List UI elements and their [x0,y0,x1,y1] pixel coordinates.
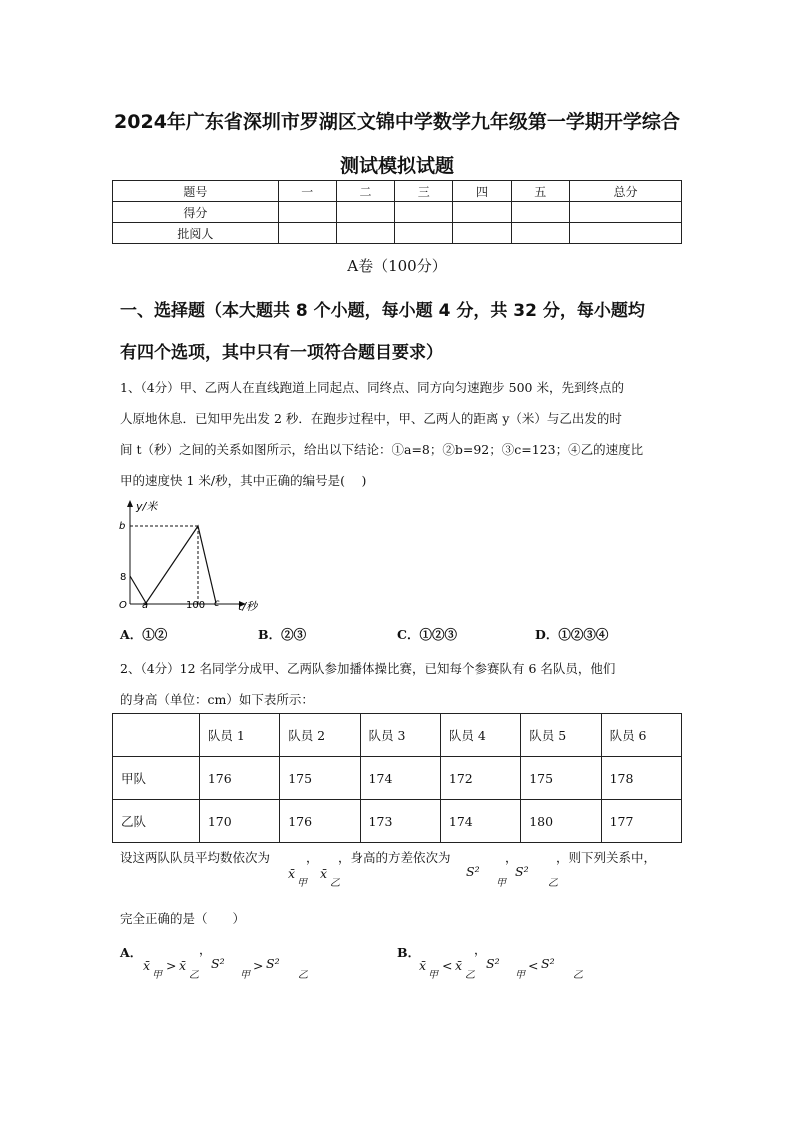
section-heading-line2: 有四个选项，其中只有一项符合题目要求） [120,343,443,363]
team-label: 乙队 [113,800,200,843]
height-header: 队员 5 [521,714,601,757]
height-header: 队员 6 [601,714,681,757]
score-table [112,180,682,244]
height-cell: 178 [601,757,681,800]
score-cell[interactable] [278,202,336,223]
height-table [112,713,682,843]
origin-label: O [119,600,127,611]
mean-jia-symbol: x̄ [419,958,427,973]
q1-line: 间 t（秒）之间的关系如图所示，给出以下结论：①a=8；②b=92；③c=123；④乙的速度比 [120,442,644,457]
exam-title-line2: 测试模拟试题 [339,155,454,177]
q2-line: 的身高（单位：cm）如下表所示： [120,692,314,707]
question-1-text [120,372,680,496]
exam-title-line1: 2024年广东省深圳市罗湖区文锦中学数学九年级第一学期开学综合 [114,111,680,133]
score-cell[interactable] [511,223,569,244]
score-cell[interactable] [395,202,453,223]
height-cell: 170 [199,800,279,843]
variance-jia-symbol: S² [211,956,225,971]
score-header: 三 [395,181,453,202]
q2-option-a-label[interactable]: A． [120,945,143,960]
q2-option-b-comma: ， [474,942,487,957]
height-cell: 174 [360,757,440,800]
score-cell[interactable] [511,202,569,223]
graph-curve [130,526,216,603]
y-axis-arrow-icon [127,500,133,507]
q1-option-c[interactable]: C．①②③ [397,627,457,642]
score-cell[interactable] [569,202,681,223]
less-than-sign: < [528,958,539,973]
tick-label-a: a [142,600,149,611]
score-row-label: 得分 [113,202,279,223]
score-cell[interactable] [336,223,394,244]
question-2-text [120,653,680,715]
mean-yi-subscript: 乙 [465,970,475,981]
score-header: 二 [336,181,394,202]
tick-label-100: 100 [186,600,206,611]
q2-option-b-label[interactable]: B． [397,945,421,960]
variance-yi-subscript: 乙 [548,878,558,889]
mean-yi-subscript: 乙 [330,878,340,889]
q2-statement-2: 完全正确的是（ ） [120,911,246,926]
variance-jia-symbol: S² [486,956,500,971]
score-header: 题号 [113,181,279,202]
height-header: 队员 2 [280,714,360,757]
tick-label-c: c [214,598,220,609]
variance-yi-subscript: 乙 [298,970,308,981]
mean-yi-symbol: x̄ [455,958,463,973]
height-header: 队员 1 [199,714,279,757]
q2-statement-comma: ， [306,850,319,865]
height-cell: 180 [521,800,601,843]
height-cell: 174 [440,800,520,843]
mean-yi-symbol: x̄ [320,866,328,881]
score-cell[interactable] [395,223,453,244]
height-cell: 177 [601,800,681,843]
variance-jia-subscript: 甲 [515,970,525,981]
q2-statement-comma: ， [505,850,518,865]
q2-statement-part3: ，则下列关系中， [556,850,657,865]
score-header: 总分 [569,181,681,202]
score-row [113,202,682,223]
score-cell[interactable] [453,223,511,244]
team-label: 甲队 [113,757,200,800]
variance-jia-subscript: 甲 [496,878,506,889]
height-cell: 176 [280,800,360,843]
height-cell: 175 [521,757,601,800]
tick-label-b: b [119,521,126,532]
table-row [113,800,682,843]
greater-than-sign: > [166,958,177,973]
q1-option-b[interactable]: B．②③ [258,627,307,642]
score-cell[interactable] [278,223,336,244]
y-axis-label: y/米 [136,500,158,513]
variance-yi-subscript: 乙 [573,970,583,981]
mean-yi-symbol: x̄ [179,958,187,973]
volume-label: A卷（100分） [347,257,447,275]
height-header-row [113,714,682,757]
variance-yi-symbol: S² [266,956,280,971]
q1-option-d[interactable]: D．①②③④ [535,627,609,642]
mean-jia-subscript: 甲 [428,970,438,981]
score-cell[interactable] [453,202,511,223]
distance-time-graph [112,496,272,618]
variance-yi-symbol: S² [515,864,529,879]
height-header [113,714,200,757]
q2-option-a-comma: ， [199,942,212,957]
q2-statement-part2: ，身高的方差依次为 [338,850,451,865]
section-heading-line1: 一、选择题（本大题共 8 个小题，每小题 4 分，共 32 分，每小题均 [120,301,645,321]
height-cell: 172 [440,757,520,800]
score-cell[interactable] [569,223,681,244]
greater-than-sign: > [253,958,264,973]
height-header: 队员 3 [360,714,440,757]
score-row-label: 批阅人 [113,223,279,244]
score-header: 四 [453,181,511,202]
mean-jia-subscript: 甲 [152,970,162,981]
variance-yi-symbol: S² [541,956,555,971]
height-cell: 176 [199,757,279,800]
q2-statement-part1: 设这两队队员平均数依次为 [120,850,271,865]
mean-yi-subscript: 乙 [189,970,199,981]
q1-option-a[interactable]: A．①② [120,627,168,642]
mean-jia-subscript: 甲 [297,878,307,889]
q1-line: 甲的速度快 1 米/秒，其中正确的编号是( ) [120,473,367,488]
score-header: 一 [278,181,336,202]
height-cell: 175 [280,757,360,800]
table-row [113,757,682,800]
q1-line: 人原地休息．已知甲先出发 2 秒．在跑步过程中，甲、乙两人的距离 y（米）与乙出发的时 [120,411,622,426]
variance-jia-symbol: S² [466,864,480,879]
score-row [113,223,682,244]
q1-line: 1、（4分）甲、乙两人在直线跑道上同起点、同终点、同方向匀速跑步 500 米，先到终点的 [120,380,624,395]
score-header: 五 [511,181,569,202]
less-than-sign: < [442,958,453,973]
score-cell[interactable] [336,202,394,223]
tick-label-8: 8 [120,572,127,583]
mean-jia-symbol: x̄ [288,866,296,881]
q2-line: 2、（4分）12 名同学分成甲、乙两队参加播体操比赛，已知每个参赛队有 6 名队员，他们 [120,661,616,676]
mean-jia-symbol: x̄ [143,958,151,973]
score-header-row [113,181,682,202]
x-axis-label: t/秒 [238,600,258,613]
variance-jia-subscript: 甲 [240,970,250,981]
height-cell: 173 [360,800,440,843]
height-header: 队员 4 [440,714,520,757]
